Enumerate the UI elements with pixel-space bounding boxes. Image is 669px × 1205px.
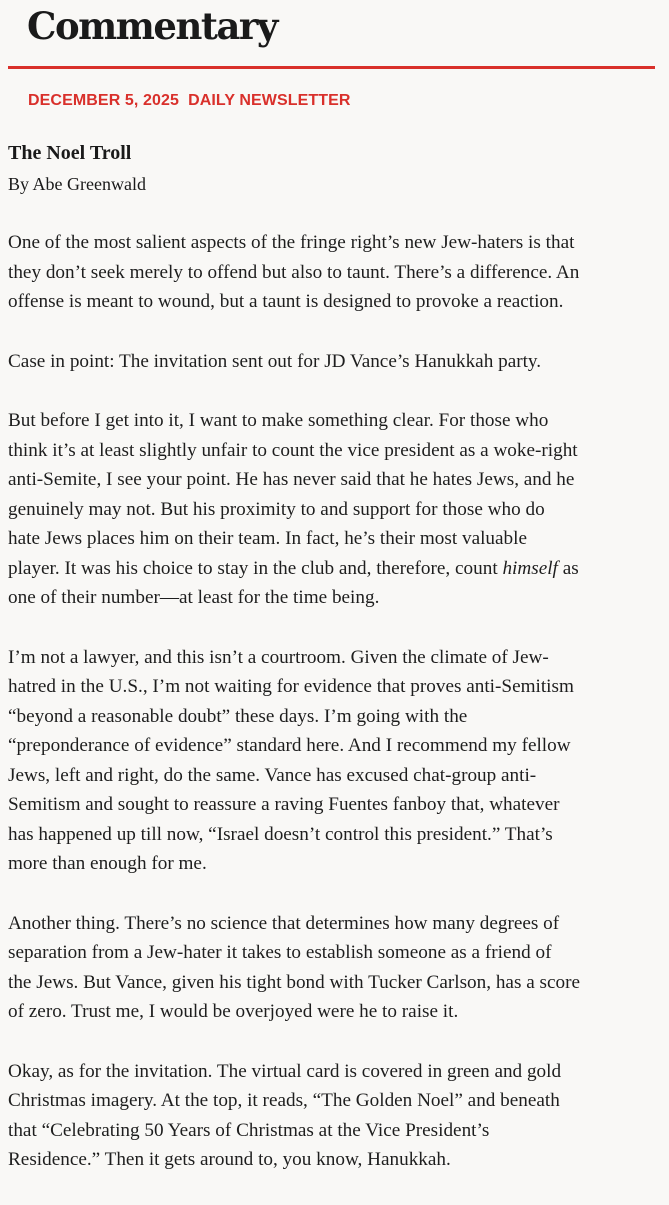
text-line [8,554,668,584]
text-line: I’m not a lawyer, and this isn’t a courtroom. Given the climate of Jew- [8,646,549,668]
text-line: But before I get into it, I want to make something clear. For those who [8,410,549,431]
text-line: they don’t seek merely to offend but also to taunt. There’s a difference. An [8,261,580,283]
emphasis-himself: himself [502,557,558,579]
text-line: anti-Semite, I see your point. He has never said that he hates Jews, and he [8,469,575,490]
text-line: Okay, as for the invitation. The virtual card is covered in green and gold [8,1060,562,1082]
text-line: offense is meant to wound, but a taunt is designed to provoke a reaction. [8,291,564,312]
text-run: player. It was his choice to stay in the club and, therefore, count [8,557,503,579]
text-line: Residence.” Then it gets around to, you know, Hanukkah. [8,1149,451,1170]
paragraph-3 [8,406,668,613]
text-line: more than enough for me. [8,853,207,874]
text-line: Semitism and sought to reassure a raving Fuentes fanboy that, whatever [8,794,560,815]
text-line: that “Celebrating 50 Years of Christmas at the Vice President’s [8,1119,490,1141]
paragraph-4 [8,643,668,879]
text-run: as [557,557,579,579]
text-line: separation from a Jew-hater it takes to establish someone as a friend of [8,942,552,963]
header-divider [8,66,655,69]
text-line: of zero. Trust me, I would be overjoyed were he to raise it. [8,1001,459,1022]
paragraph-2 [8,347,668,377]
text-line: has happened up till now, “Israel doesn’t control this president.” That’s [8,823,553,845]
text-line: One of the most salient aspects of the fringe right’s new Jew-haters is that [8,232,575,253]
article-body [8,228,668,1205]
text-line: “preponderance of evidence” standard here. And I recommend my fellow [8,735,571,756]
text-line: Case in point: The invitation sent out for JD Vance’s Hanukkah party. [8,350,542,372]
text-line: Jews, left and right, do the same. Vance has excused chat-group anti- [8,764,537,786]
text-line: one of their number—at least for the time being. [8,587,380,608]
text-line: hate Jews places him on their team. In fact, he’s their most valuable [8,528,527,549]
text-line: the Jews. But Vance, given his tight bond with Tucker Carlson, has a score [8,971,581,993]
text-line: Another thing. There’s no science that determines how many degrees of [8,912,560,934]
article-title: The Noel Troll [8,142,132,164]
text-line: genuinely may not. But his proximity to and support for those who do [8,498,545,520]
paragraph-6 [8,1057,668,1175]
article-byline: By Abe Greenwald [8,174,146,194]
text-line: Christmas imagery. At the top, it reads, “The Golden Noel” and beneath [8,1090,560,1111]
text-line: think it’s at least slightly unfair to count the vice president as a woke-right [8,439,578,461]
masthead-logo[interactable]: Commentary [27,4,277,48]
paragraph-1 [8,228,668,317]
paragraph-5 [8,909,668,1027]
text-line: “beyond a reasonable doubt” these days. I’m going with the [8,705,468,727]
dateline: DECEMBER 5, 2025 DAILY NEWSLETTER [28,92,351,109]
text-line: hatred in the U.S., I’m not waiting for evidence that proves anti-Semitism [8,676,574,697]
